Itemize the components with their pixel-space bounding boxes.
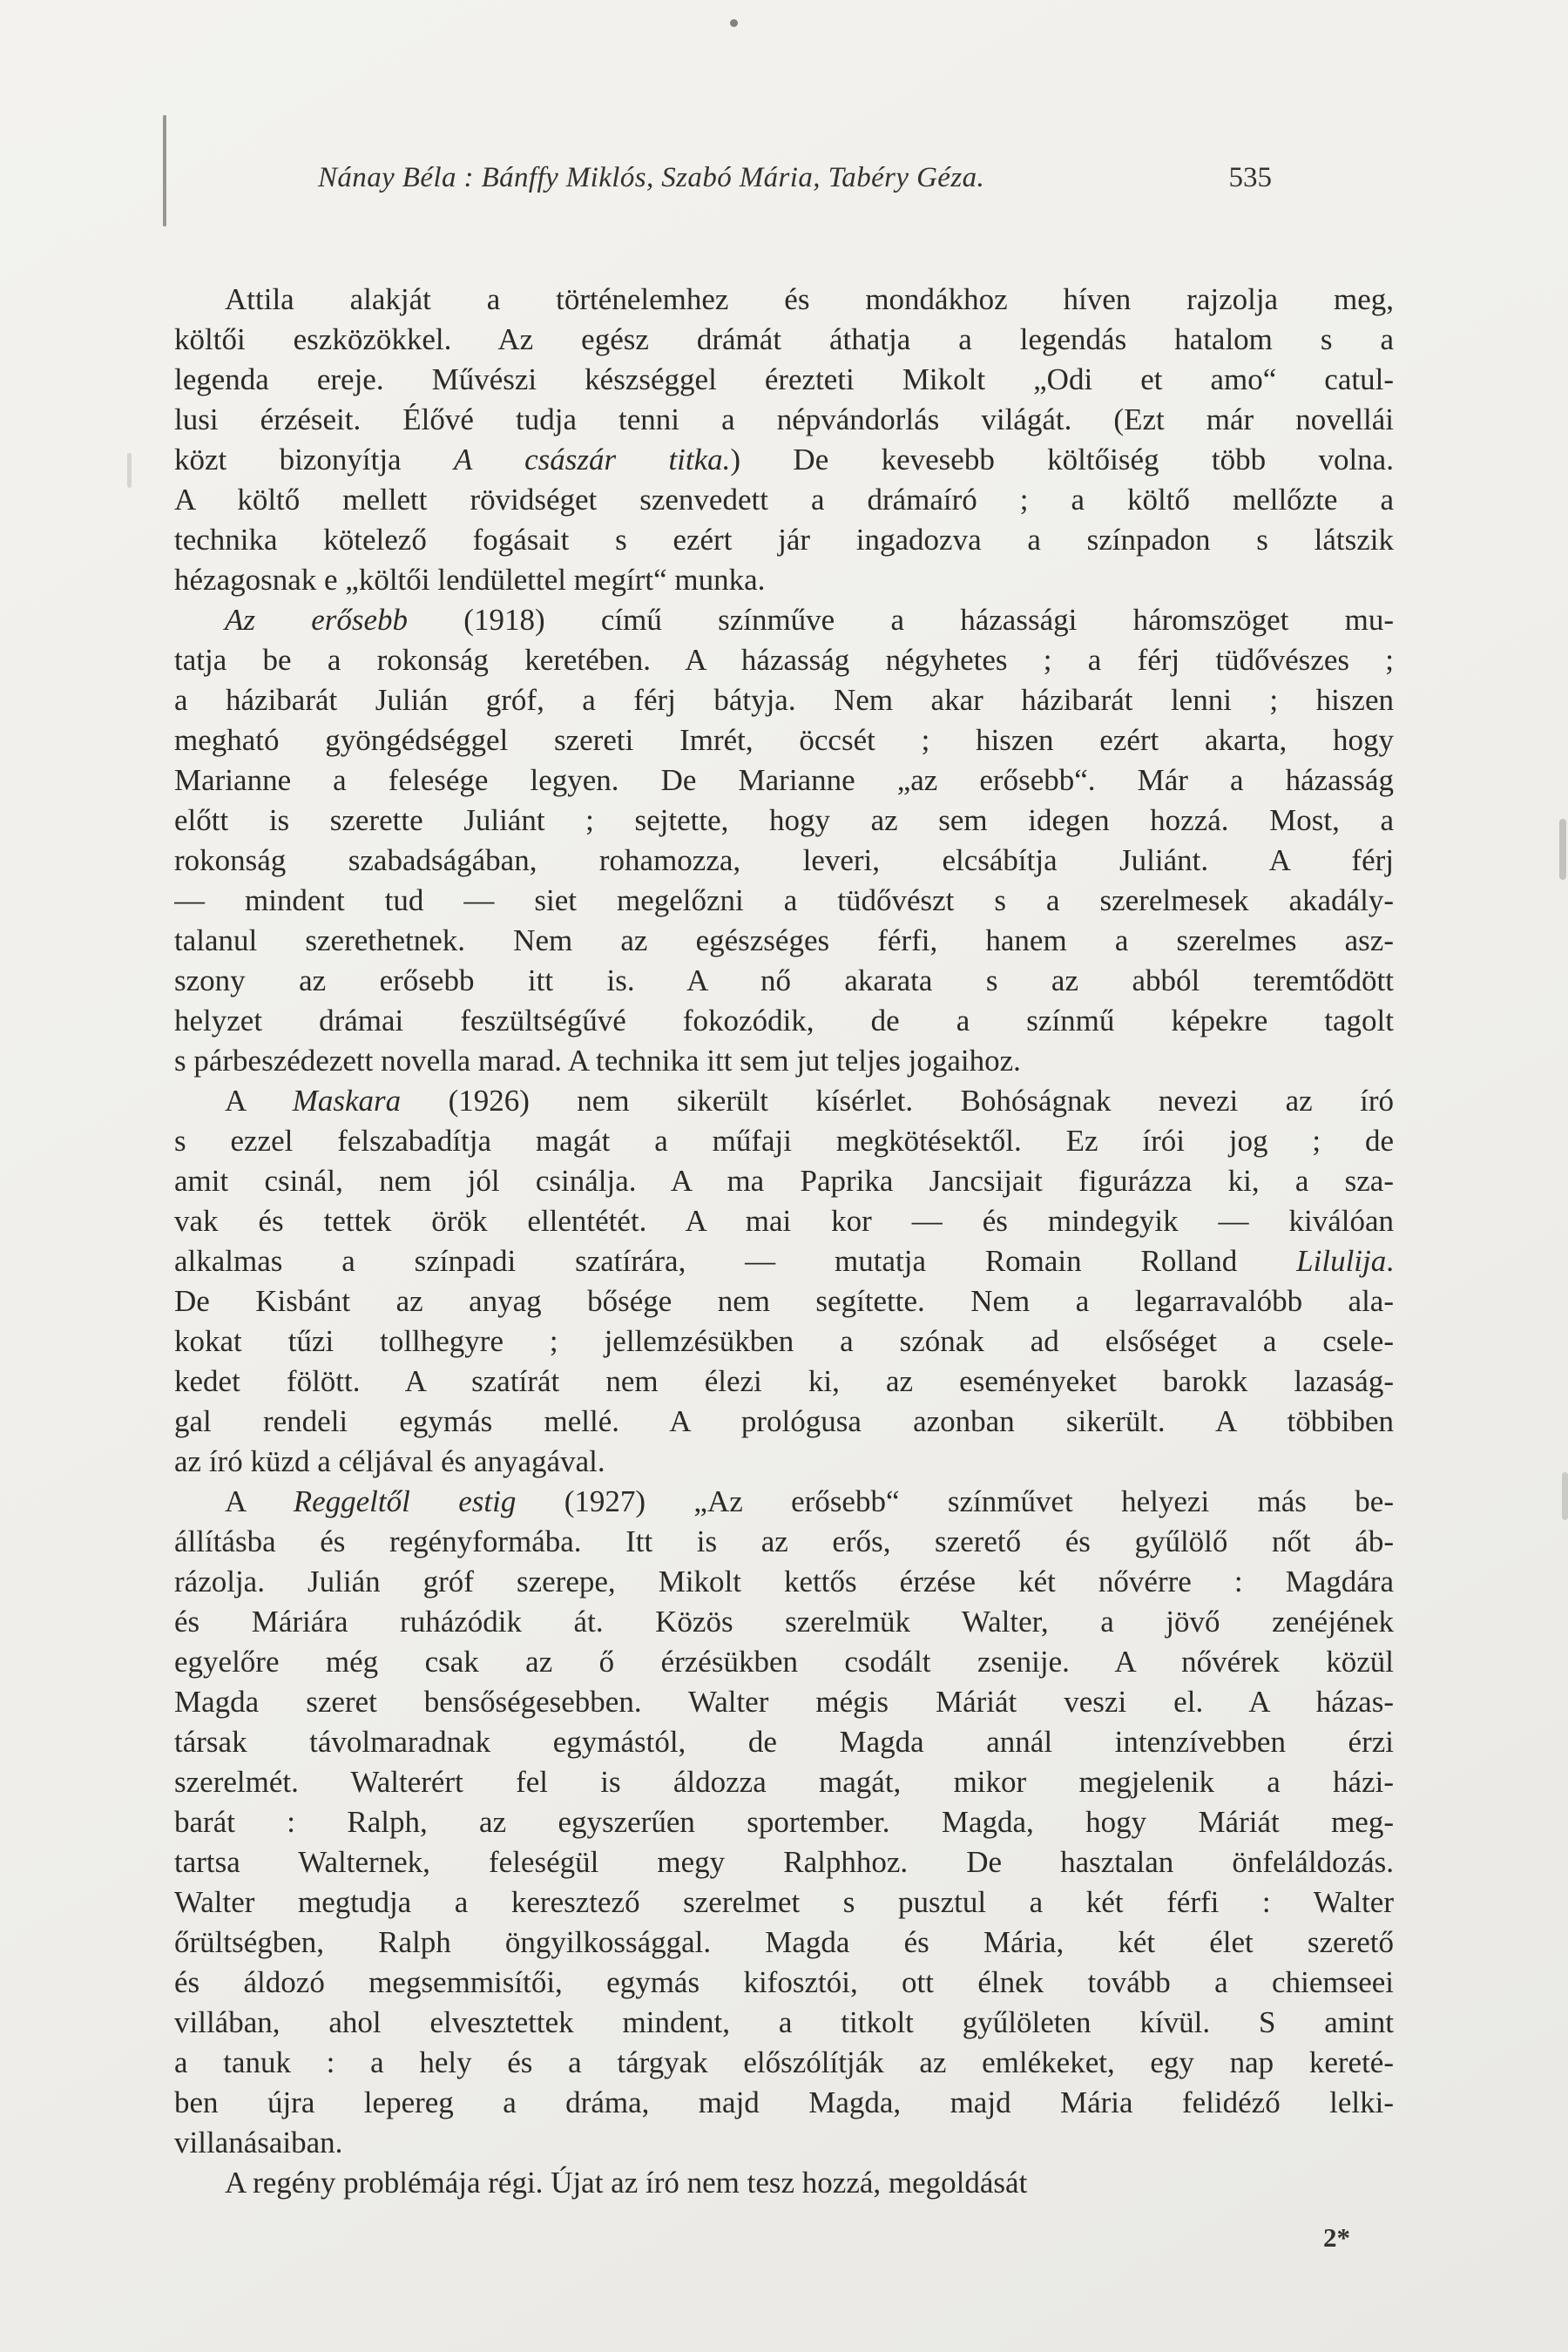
text-line: A regény problémája régi. Újat az író nem tesz hozzá, megoldását — [225, 2166, 1028, 2200]
paragraph — [174, 280, 1394, 600]
text-line: közt bizonyítja A császár titka.) De kevesebb költőiség több volna. — [174, 443, 1394, 476]
text-line: alkalmas a színpadi szatírára, — mutatja Romain Rolland Lilulija. — [174, 1244, 1394, 1278]
text-block — [174, 280, 1394, 2203]
page-number: 535 — [1228, 162, 1272, 193]
text-line: villanásaiban. — [174, 2126, 343, 2159]
text-line: hézagosnak e „költői lendülettel megírt“ munka. — [174, 563, 766, 597]
text-line: s párbeszédezett novella marad. A technika itt sem jut teljes jogaihoz. — [174, 1044, 1021, 1078]
text-line: legenda ereje. Művészi készséggel érezteti Mikolt „Odi et amo“ catul- — [174, 362, 1394, 396]
text-line: állításba és regényformába. Itt is az erős, szerető és gyűlölő nőt áb- — [174, 1524, 1394, 1558]
text-line: Az erősebb (1918) című színműve a házassági háromszöget mu- — [225, 603, 1394, 637]
text-line: szerelmét. Walterért fel is áldozza magát, mikor megjelenik a házi- — [174, 1765, 1394, 1799]
text-line: A költő mellett rövidséget szenvedett a drámaíró ; a költő mellőzte a — [174, 483, 1394, 517]
text-line: — mindent tud — siet megelőzni a tüdővészt s a szerelmesek akadály- — [174, 883, 1394, 917]
text-line: tartsa Walternek, feleségül megy Ralphhoz. De hasztalan önfeláldozás. — [174, 1845, 1394, 1879]
text-line: Magda szeret bensőségesebben. Walter mégis Máriát veszi el. A házas- — [174, 1685, 1394, 1719]
printer-signature: 2* — [1323, 2222, 1350, 2253]
text-line: társak távolmaradnak egymástól, de Magda annál intenzívebben érzi — [174, 1725, 1394, 1759]
scan-artifact-left-smudge — [127, 453, 132, 488]
scan-artifact-right-smudge — [1562, 1472, 1568, 1520]
text-line: kedet fölött. A szatírát nem élezi ki, az eseményeket barokk lazaság- — [174, 1364, 1394, 1398]
text-line: a tanuk : a hely és a tárgyak előszólítják az emlékeket, egy nap kereté- — [174, 2045, 1394, 2079]
text-line: technika kötelező fogásait s ezért jár ingadozva a színpadon s látszik — [174, 523, 1394, 557]
text-line: előtt is szerette Juliánt ; sejtette, hogy az sem idegen hozzá. Most, a — [174, 803, 1394, 837]
scan-artifact-vertical-line — [163, 115, 166, 226]
paragraph — [174, 2163, 1394, 2203]
paragraph — [174, 600, 1394, 1081]
text-line: ben újra lepereg a dráma, majd Magda, majd Mária felidéző lelki- — [174, 2085, 1394, 2119]
text-line: amit csinál, nem jól csinálja. A ma Paprika Jancsijait figurázza ki, a sza- — [174, 1164, 1394, 1198]
paragraph — [174, 1081, 1394, 1482]
text-line: kokat tűzi tollhegyre ; jellemzésükben a szónak ad elsőséget a csele- — [174, 1324, 1394, 1358]
text-line: A Maskara (1926) nem sikerült kísérlet. Bohóságnak nevezi az író — [225, 1084, 1394, 1118]
text-line: helyzet drámai feszültségűvé fokozódik, de a színmű képekre tagolt — [174, 1004, 1394, 1037]
text-line: vak és tettek örök ellentétét. A mai kor — és mindegyik — kiválóan — [174, 1204, 1394, 1238]
text-line: szony az erősebb itt is. A nő akarata s az abból teremtődött — [174, 963, 1394, 997]
scan-artifact-dot — [730, 19, 738, 27]
text-line: De Kisbánt az anyag bősége nem segítette. Nem a legarravalóbb ala- — [174, 1284, 1394, 1318]
page-content — [174, 162, 1394, 2254]
text-line: A Reggeltől estig (1927) „Az erősebb“ színművet helyezi más be- — [225, 1484, 1394, 1518]
text-line: talanul szerethetnek. Nem az egészséges férfi, hanem a szerelmes asz- — [174, 923, 1394, 957]
text-line: Attila alakját a történelemhez és mondákhoz híven rajzolja meg, — [225, 282, 1394, 316]
text-line: lusi érzéseit. Élővé tudja tenni a népvándorlás világát. (Ezt már novellái — [174, 402, 1394, 436]
text-line: s ezzel felszabadítja magát a műfaji megkötésektől. Ez írói jog ; de — [174, 1124, 1394, 1158]
text-line: Walter megtudja a keresztező szerelmet s pusztul a két férfi : Walter — [174, 1885, 1394, 1919]
text-line: költői eszközökkel. Az egész drámát áthatja a legendás hatalom s a — [174, 322, 1394, 356]
paragraph — [174, 1482, 1394, 2163]
text-line: őrültségben, Ralph öngyilkossággal. Magda és Mária, két élet szerető — [174, 1925, 1394, 1959]
text-line: megható gyöngédséggel szereti Imrét, öccsét ; hiszen ezért akarta, hogy — [174, 723, 1394, 757]
text-line: és áldozó megsemmisítői, egymás kifosztói, ott élnek tovább a chiemseei — [174, 1965, 1394, 1999]
text-line: a házibarát Julián gróf, a férj bátyja. Nem akar házibarát lenni ; hiszen — [174, 683, 1394, 717]
text-line: rokonság szabadságában, rohamozza, leveri, elcsábítja Juliánt. A férj — [174, 843, 1394, 877]
page-header — [174, 162, 1394, 194]
text-line: egyelőre még csak az ő érzésükben csodált zsenije. A nővérek közül — [174, 1645, 1394, 1679]
text-line: tatja be a rokonság keretében. A házasság négyhetes ; a férj tüdővészes ; — [174, 643, 1394, 677]
text-line: villában, ahol elvesztettek mindent, a titkolt gyűlöleten kívül. S amint — [174, 2005, 1394, 2039]
text-line: barát : Ralph, az egyszerűen sportember. Magda, hogy Máriát meg- — [174, 1805, 1394, 1839]
scan-artifact-right-smudge — [1559, 819, 1566, 880]
text-line: Marianne a felesége legyen. De Marianne „az erősebb“. Már a házasság — [174, 763, 1394, 797]
text-line: és Máriára ruházódik át. Közös szerelmük Walter, a jövő zenéjének — [174, 1605, 1394, 1639]
text-line: gal rendeli egymás mellé. A prológusa azonban sikerült. A többiben — [174, 1404, 1394, 1438]
running-title: Nánay Béla : Bánffy Miklós, Szabó Mária, Tabéry Géza. — [318, 162, 985, 193]
text-line: az író küzd a céljával és anyagával. — [174, 1444, 605, 1478]
text-line: rázolja. Julián gróf szerepe, Mikolt kettős érzése két nővérre : Magdára — [174, 1565, 1394, 1598]
